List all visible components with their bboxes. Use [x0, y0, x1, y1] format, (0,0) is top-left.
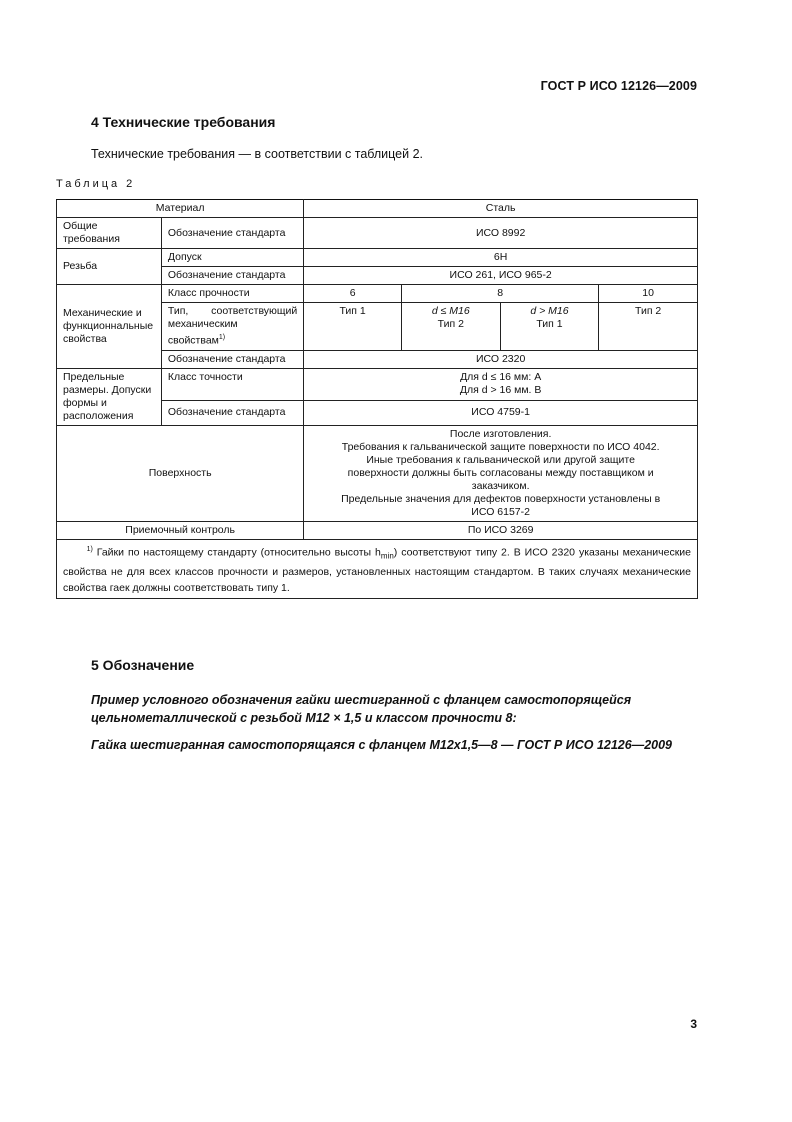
table-row	[57, 521, 698, 539]
table-row	[57, 285, 698, 303]
thread-tolerance-value: 6H	[304, 249, 698, 267]
mech-std-value: ИСО 2320	[304, 350, 698, 368]
mech-type-8a	[401, 303, 500, 351]
surface-line: Предельные значения для дефектов поверхности установлены в	[341, 492, 661, 505]
limits-accuracy-value	[304, 368, 698, 401]
mech-class-6: 6	[304, 285, 402, 303]
surface-line: Иные требования к гальванической или другой защите	[366, 453, 635, 466]
surface-line: заказчиком.	[471, 479, 530, 492]
thread-label: Резьба	[57, 249, 162, 285]
mech-type-8a-value: Тип 2	[437, 318, 464, 330]
section-4-intro: Технические требования — в соответствии с таблицей 2.	[91, 147, 424, 161]
mech-label: Механические и функционнальные свойства	[57, 285, 162, 369]
mech-class-10: 10	[599, 285, 698, 303]
thread-tolerance-label: Допуск	[161, 249, 303, 267]
limits-std-label: Обозначение стандарта	[161, 401, 303, 425]
limits-accuracy-label: Класс точности	[161, 368, 303, 401]
table-row	[57, 200, 698, 218]
surface-label: Поверхность	[57, 425, 304, 521]
table-row	[57, 368, 698, 401]
limits-accuracy-line1: Для d ≤ 16 мм: А	[460, 370, 542, 383]
surface-line: После изготовления.	[449, 427, 552, 440]
mech-class-label: Класс прочности	[161, 285, 303, 303]
acceptance-label: Приемочный контроль	[57, 521, 304, 539]
material-label: Материал	[57, 200, 304, 218]
mech-type-8b-cond: d > М16	[530, 305, 569, 317]
mech-type-6: Тип 1	[304, 303, 402, 351]
document-code: ГОСТ Р ИСО 12126—2009	[540, 79, 697, 93]
general-std-label: Обозначение стандарта	[161, 218, 303, 249]
mech-class-8: 8	[401, 285, 598, 303]
general-label: Общие требования	[57, 218, 162, 249]
page-number: 3	[690, 1017, 697, 1031]
limits-accuracy-line2: Для d > 16 мм. В	[459, 383, 542, 396]
general-std-value: ИСО 8992	[304, 218, 698, 249]
designation-example: Гайка шестигранная самостопорящаяся с фланцем М12х1,5—8 — ГОСТ Р ИСО 12126—2009	[91, 738, 673, 752]
table-row	[57, 218, 698, 249]
surface-value	[304, 425, 698, 521]
designation-example-intro: Пример условного обозначения гайки шестигранной с фланцем самостопорящейся цельнометаллической с резьбой М12 × 1,5 и классом прочности 8:	[91, 693, 632, 725]
mech-std-label: Обозначение стандарта	[161, 350, 303, 368]
table-row	[57, 539, 698, 599]
surface-line: поверхности должны быть согласованы между поставщиком и	[347, 466, 654, 479]
mech-type-8b	[500, 303, 599, 351]
limits-std-value: ИСО 4759-1	[304, 401, 698, 425]
section-5-title: 5 Обозначение	[91, 657, 195, 673]
material-value: Сталь	[304, 200, 698, 218]
table-caption: Таблица 2	[56, 178, 136, 190]
surface-line: Требования к гальванической защите поверхности по ИСО 4042.	[341, 440, 660, 453]
surface-line: ИСО 6157-2	[471, 505, 530, 518]
thread-std-value: ИСО 261, ИСО 965-2	[304, 267, 698, 285]
mech-type-8b-value: Тип 1	[536, 318, 563, 330]
thread-std-label: Обозначение стандарта	[161, 267, 303, 285]
table-row	[57, 425, 698, 521]
acceptance-value: По ИСО 3269	[304, 521, 698, 539]
mech-type-8a-cond: d ≤ М16	[431, 305, 470, 317]
mech-type-label: Тип, соответствующий механическим свойствам$^{1)}$	[161, 303, 303, 351]
mech-type-10: Тип 2	[599, 303, 698, 351]
table-footnote: $^{1)}$ Гайки по настоящему стандарту (относительно высоты $h_{min}$) соответствуют типу 2. В ИСО 2320 указаны механические свойства не для всех классов прочности и размеров, установленных настоящим стандартом. В таких случаях механические свойства гаек должны соответствовать типу 1.	[57, 539, 698, 599]
section-4-title: 4 Технические требования	[91, 114, 276, 130]
table-row	[57, 249, 698, 267]
requirements-table	[56, 199, 698, 599]
limits-label: Предельные размеры. Допуски формы и расположения	[57, 368, 162, 425]
